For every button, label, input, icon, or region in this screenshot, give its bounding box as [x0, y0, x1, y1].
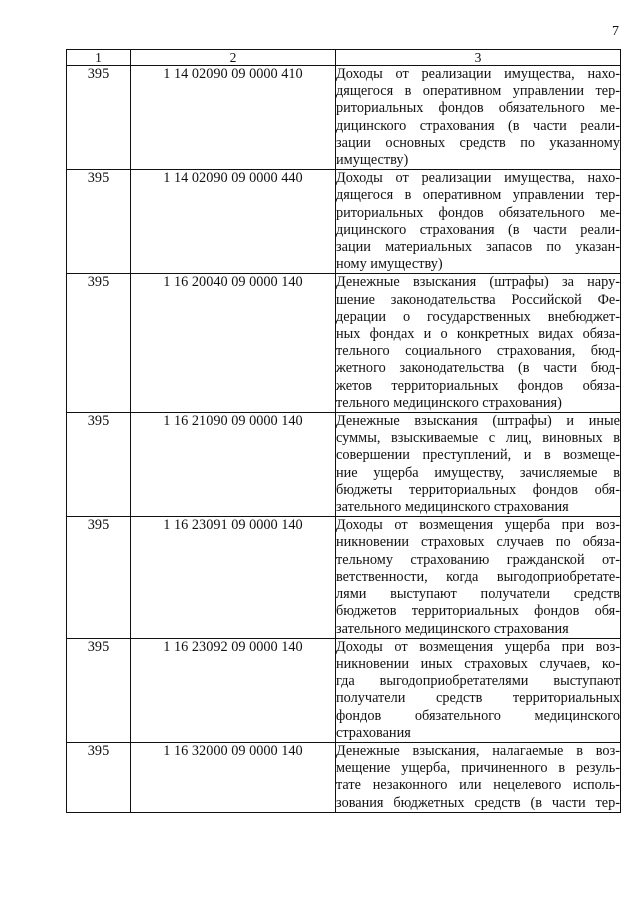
revenue-description-cell — [336, 517, 621, 638]
admin-code-cell: 395 — [67, 66, 131, 170]
budget-classification-code-cell: 1 14 02090 09 0000 440 — [131, 170, 336, 274]
description-line: никновении иных страховых случаев, ко- — [336, 655, 620, 672]
table-row — [67, 742, 621, 812]
description-line: Денежные взыскания, налагаемые в воз- — [336, 742, 620, 759]
description-line: Денежные взыскания (штрафы) за нару- — [336, 274, 620, 291]
budget-classification-code-cell: 1 16 23091 09 0000 140 — [131, 517, 336, 638]
description-line: мещение ущерба, причиненного в резуль- — [336, 760, 620, 777]
budget-classification-code-cell: 1 16 32000 09 0000 140 — [131, 742, 336, 812]
description-line: зации материальных запасов по указан- — [336, 239, 620, 256]
admin-code-cell: 395 — [67, 742, 131, 812]
description-line: Денежные взыскания (штрафы) и иные — [336, 413, 620, 430]
page-number: 7 — [612, 24, 619, 39]
description-line: совершении преступлений, и в возмеще- — [336, 447, 620, 464]
description-line: лями выступают получатели средств — [336, 586, 620, 603]
table-row — [67, 638, 621, 742]
admin-code-cell: 395 — [67, 517, 131, 638]
description-line: бюджетов территориальных фондов обя- — [336, 603, 620, 620]
description-line: дицинского страхования (в части реали- — [336, 117, 620, 134]
admin-code-cell: 395 — [67, 413, 131, 517]
description-line: ветственности, когда выгодоприобретате- — [336, 568, 620, 585]
description-line: фондов обязательного медицинского — [336, 707, 620, 724]
description-line: Доходы от реализации имущества, нахо- — [336, 170, 620, 187]
revenue-description-cell — [336, 170, 621, 274]
description-line: Доходы от возмещения ущерба при воз- — [336, 517, 620, 534]
description-line: ных фондах и о конкретных видах обяза- — [336, 326, 620, 343]
description-line: получатели средств территориальных — [336, 690, 620, 707]
description-line: страхования — [336, 724, 411, 741]
description-line: зательного медицинского страхования — [336, 499, 569, 516]
admin-code-cell: 395 — [67, 170, 131, 274]
description-line: тельному страхованию гражданской от- — [336, 551, 620, 568]
description-line: Доходы от возмещения ущерба при воз- — [336, 638, 620, 655]
header-col-2: 2 — [131, 50, 336, 66]
revenue-codes-table — [66, 49, 621, 813]
description-line: зации основных средств по указанному — [336, 134, 620, 151]
description-line: ние ущерба имуществу, зачисляемые в — [336, 464, 620, 481]
description-line: шение законодательства Российской Фе- — [336, 291, 620, 308]
description-line: суммы, взыскиваемые с лиц, виновных в — [336, 430, 620, 447]
description-line: риториальных фондов обязательного ме- — [336, 100, 620, 117]
revenue-description-cell — [336, 742, 621, 812]
description-line: ному имуществу) — [336, 256, 443, 273]
table-row — [67, 66, 621, 170]
description-line: зательного медицинского страхования — [336, 620, 569, 637]
revenue-description-cell — [336, 413, 621, 517]
description-line: бюджеты территориальных фондов обя- — [336, 481, 620, 498]
description-line: жетов территориальных фондов обяза- — [336, 377, 620, 394]
header-col-1: 1 — [67, 50, 131, 66]
description-line: риториальных фондов обязательного ме- — [336, 204, 620, 221]
description-line: дерации о государственных внебюджет- — [336, 308, 620, 325]
revenue-description-cell — [336, 274, 621, 413]
table-row — [67, 517, 621, 638]
admin-code-cell: 395 — [67, 638, 131, 742]
description-line: дящегося в оперативном управлении тер- — [336, 83, 620, 100]
description-line: имуществу) — [336, 152, 409, 169]
revenue-description-cell — [336, 638, 621, 742]
budget-classification-code-cell: 1 14 02090 09 0000 410 — [131, 66, 336, 170]
description-line: тельного медицинского страхования) — [336, 394, 562, 411]
revenue-description-cell — [336, 66, 621, 170]
budget-classification-code-cell: 1 16 20040 09 0000 140 — [131, 274, 336, 413]
header-col-3: 3 — [336, 50, 621, 66]
description-line: дящегося в оперативном управлении тер- — [336, 187, 620, 204]
budget-classification-code-cell: 1 16 21090 09 0000 140 — [131, 413, 336, 517]
description-line: зования бюджетных средств (в части тер- — [336, 794, 620, 811]
admin-code-cell: 395 — [67, 274, 131, 413]
table-row — [67, 413, 621, 517]
budget-classification-code-cell: 1 16 23092 09 0000 140 — [131, 638, 336, 742]
table-row — [67, 274, 621, 413]
description-line: жетного законодательства (в части бюд- — [336, 360, 620, 377]
description-line: никновении страховых случаев по обяза- — [336, 534, 620, 551]
table-header-row — [67, 50, 621, 66]
description-line: тате незаконного или нецелевого исполь- — [336, 777, 620, 794]
table-row — [67, 170, 621, 274]
description-line: дицинского страхования (в части реали- — [336, 221, 620, 238]
description-line: гда выгодоприобретателями выступают — [336, 673, 620, 690]
description-line: Доходы от реализации имущества, нахо- — [336, 66, 620, 82]
description-line: тельного социального страхования, бюд- — [336, 343, 620, 360]
